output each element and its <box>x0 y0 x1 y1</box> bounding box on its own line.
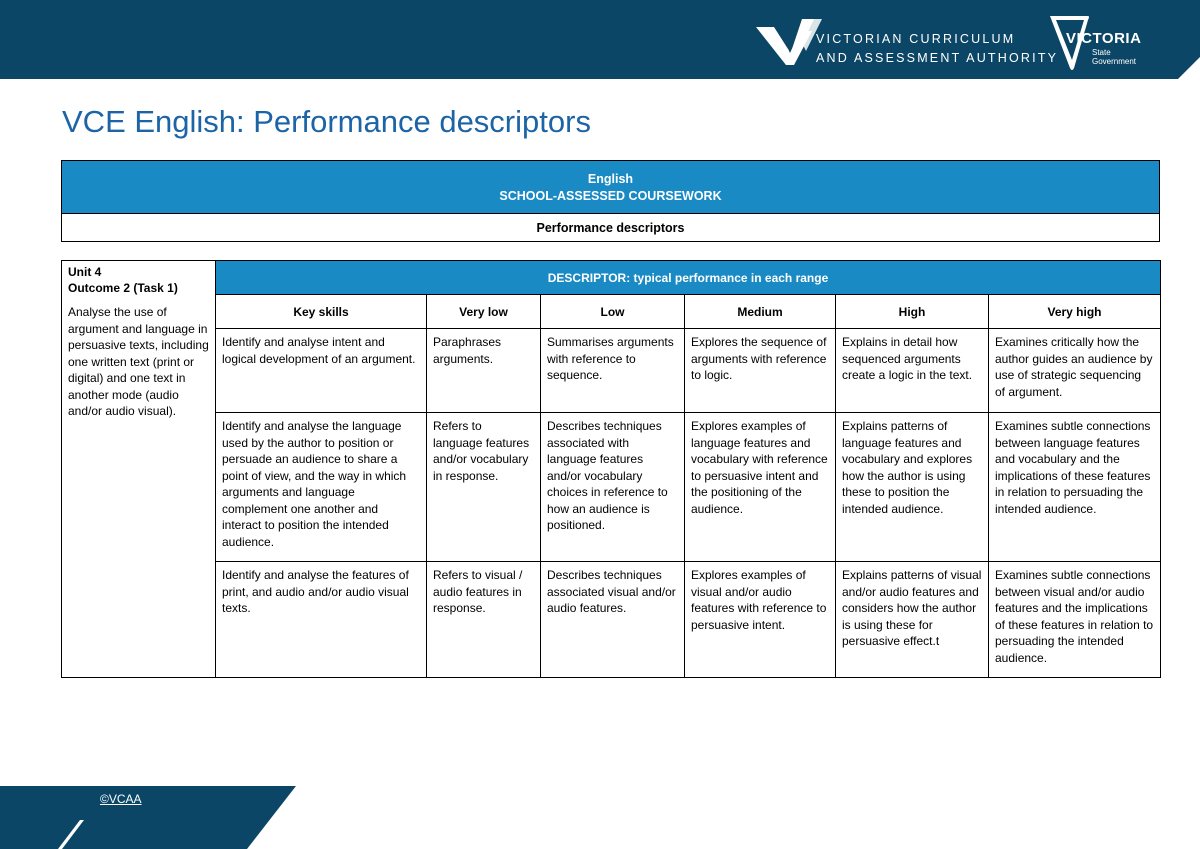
victoria-wordmark: VICTORIA <box>1066 30 1142 47</box>
medium-cell: Explores the sequence of arguments with reference to logic. <box>685 329 836 413</box>
rubric-table <box>61 260 1161 678</box>
col-header-very-low: Very low <box>427 295 541 329</box>
high-cell: Explains patterns of language features and vocabulary and explores how the author is using these to position the intended audience. <box>836 413 989 562</box>
low-cell: Summarises arguments with reference to sequence. <box>541 329 685 413</box>
low-cell: Describes techniques associated visual and/or audio features. <box>541 562 685 678</box>
very-high-cell: Examines critically how the author guides an audience by use of strategic sequencing of argument. <box>989 329 1161 413</box>
very-low-cell: Refers to language features and/or vocabulary in response. <box>427 413 541 562</box>
performance-descriptors-label: Performance descriptors <box>536 221 685 235</box>
vic-sub-2: Government <box>1092 57 1137 66</box>
descriptor-band: DESCRIPTOR: typical performance in each range <box>216 261 1161 295</box>
medium-cell: Explores examples of visual and/or audio features with reference to persuasive intent. <box>685 562 836 678</box>
unit-outcome-cell <box>62 261 216 678</box>
key-skill-cell: Identify and analyse the features of print, and audio and/or audio visual texts. <box>216 562 427 678</box>
high-cell: Explains in detail how sequenced arguments create a logic in the text. <box>836 329 989 413</box>
unit-title-line-1: Unit 4 <box>68 265 102 279</box>
footer-accent-icon <box>0 786 300 849</box>
very-low-cell: Refers to visual / audio features in response. <box>427 562 541 678</box>
medium-cell: Explores examples of language features and vocabulary with reference to persuasive intent and the positioning of the audience. <box>685 413 836 562</box>
table-row <box>62 413 1161 562</box>
col-header-medium: Medium <box>685 295 836 329</box>
page-title: VCE English: Performance descriptors <box>62 104 591 139</box>
coursework-label: SCHOOL-ASSESSED COURSEWORK <box>499 189 722 203</box>
col-header-high: High <box>836 295 989 329</box>
very-high-cell: Examines subtle connections between language features and vocabulary and the implications of these features in relation to persuading the intended audience. <box>989 413 1161 562</box>
key-skill-cell: Identify and analyse intent and logical development of an argument. <box>216 329 427 413</box>
subject-label: English <box>587 172 634 186</box>
high-cell: Explains patterns of visual and/or audio features and considers how the author is using these for persuasive effect.t <box>836 562 989 678</box>
key-skill-cell: Identify and analyse the language used by the author to position or persuade an audience to share a point of view, and the way in which arguments and language complement one another and interact to position the intended audience. <box>216 413 427 562</box>
descriptor-header-row <box>62 261 1161 295</box>
unit-title <box>68 264 209 296</box>
vcaa-copyright-link[interactable]: ©VCAA <box>100 792 142 806</box>
header-band <box>0 0 1200 79</box>
vic-sub-1: State <box>1092 48 1111 57</box>
low-cell: Describes techniques associated with language features and/or vocabulary choices in reference to how an audience is positioned. <box>541 413 685 562</box>
table-row <box>62 329 1161 413</box>
corner-accent-icon <box>1178 57 1200 79</box>
col-header-low: Low <box>541 295 685 329</box>
very-low-cell: Paraphrases arguments. <box>427 329 541 413</box>
unit-description: Analyse the use of argument and language in persuasive texts, including one written text (print or digital) and one text in another mode (audio and/or audio visual). <box>68 305 209 418</box>
table-row <box>62 562 1161 678</box>
col-header-key-skills: Key skills <box>216 295 427 329</box>
col-header-very-high: Very high <box>989 295 1161 329</box>
victoria-subtitle <box>1092 48 1136 66</box>
very-high-cell: Examines subtle connections between visual and/or audio features and the implications of these features in relation to persuading the intended audience. <box>989 562 1161 678</box>
column-header-row <box>62 295 1161 329</box>
coursework-band <box>62 161 1159 214</box>
vcaa-org-name <box>816 30 1058 68</box>
org-line-1: VICTORIAN CURRICULUM <box>816 32 1016 46</box>
unit-title-line-2: Outcome 2 (Task 1) <box>68 281 178 295</box>
org-line-2: AND ASSESSMENT AUTHORITY <box>816 51 1059 65</box>
coursework-info-box <box>61 160 1160 242</box>
